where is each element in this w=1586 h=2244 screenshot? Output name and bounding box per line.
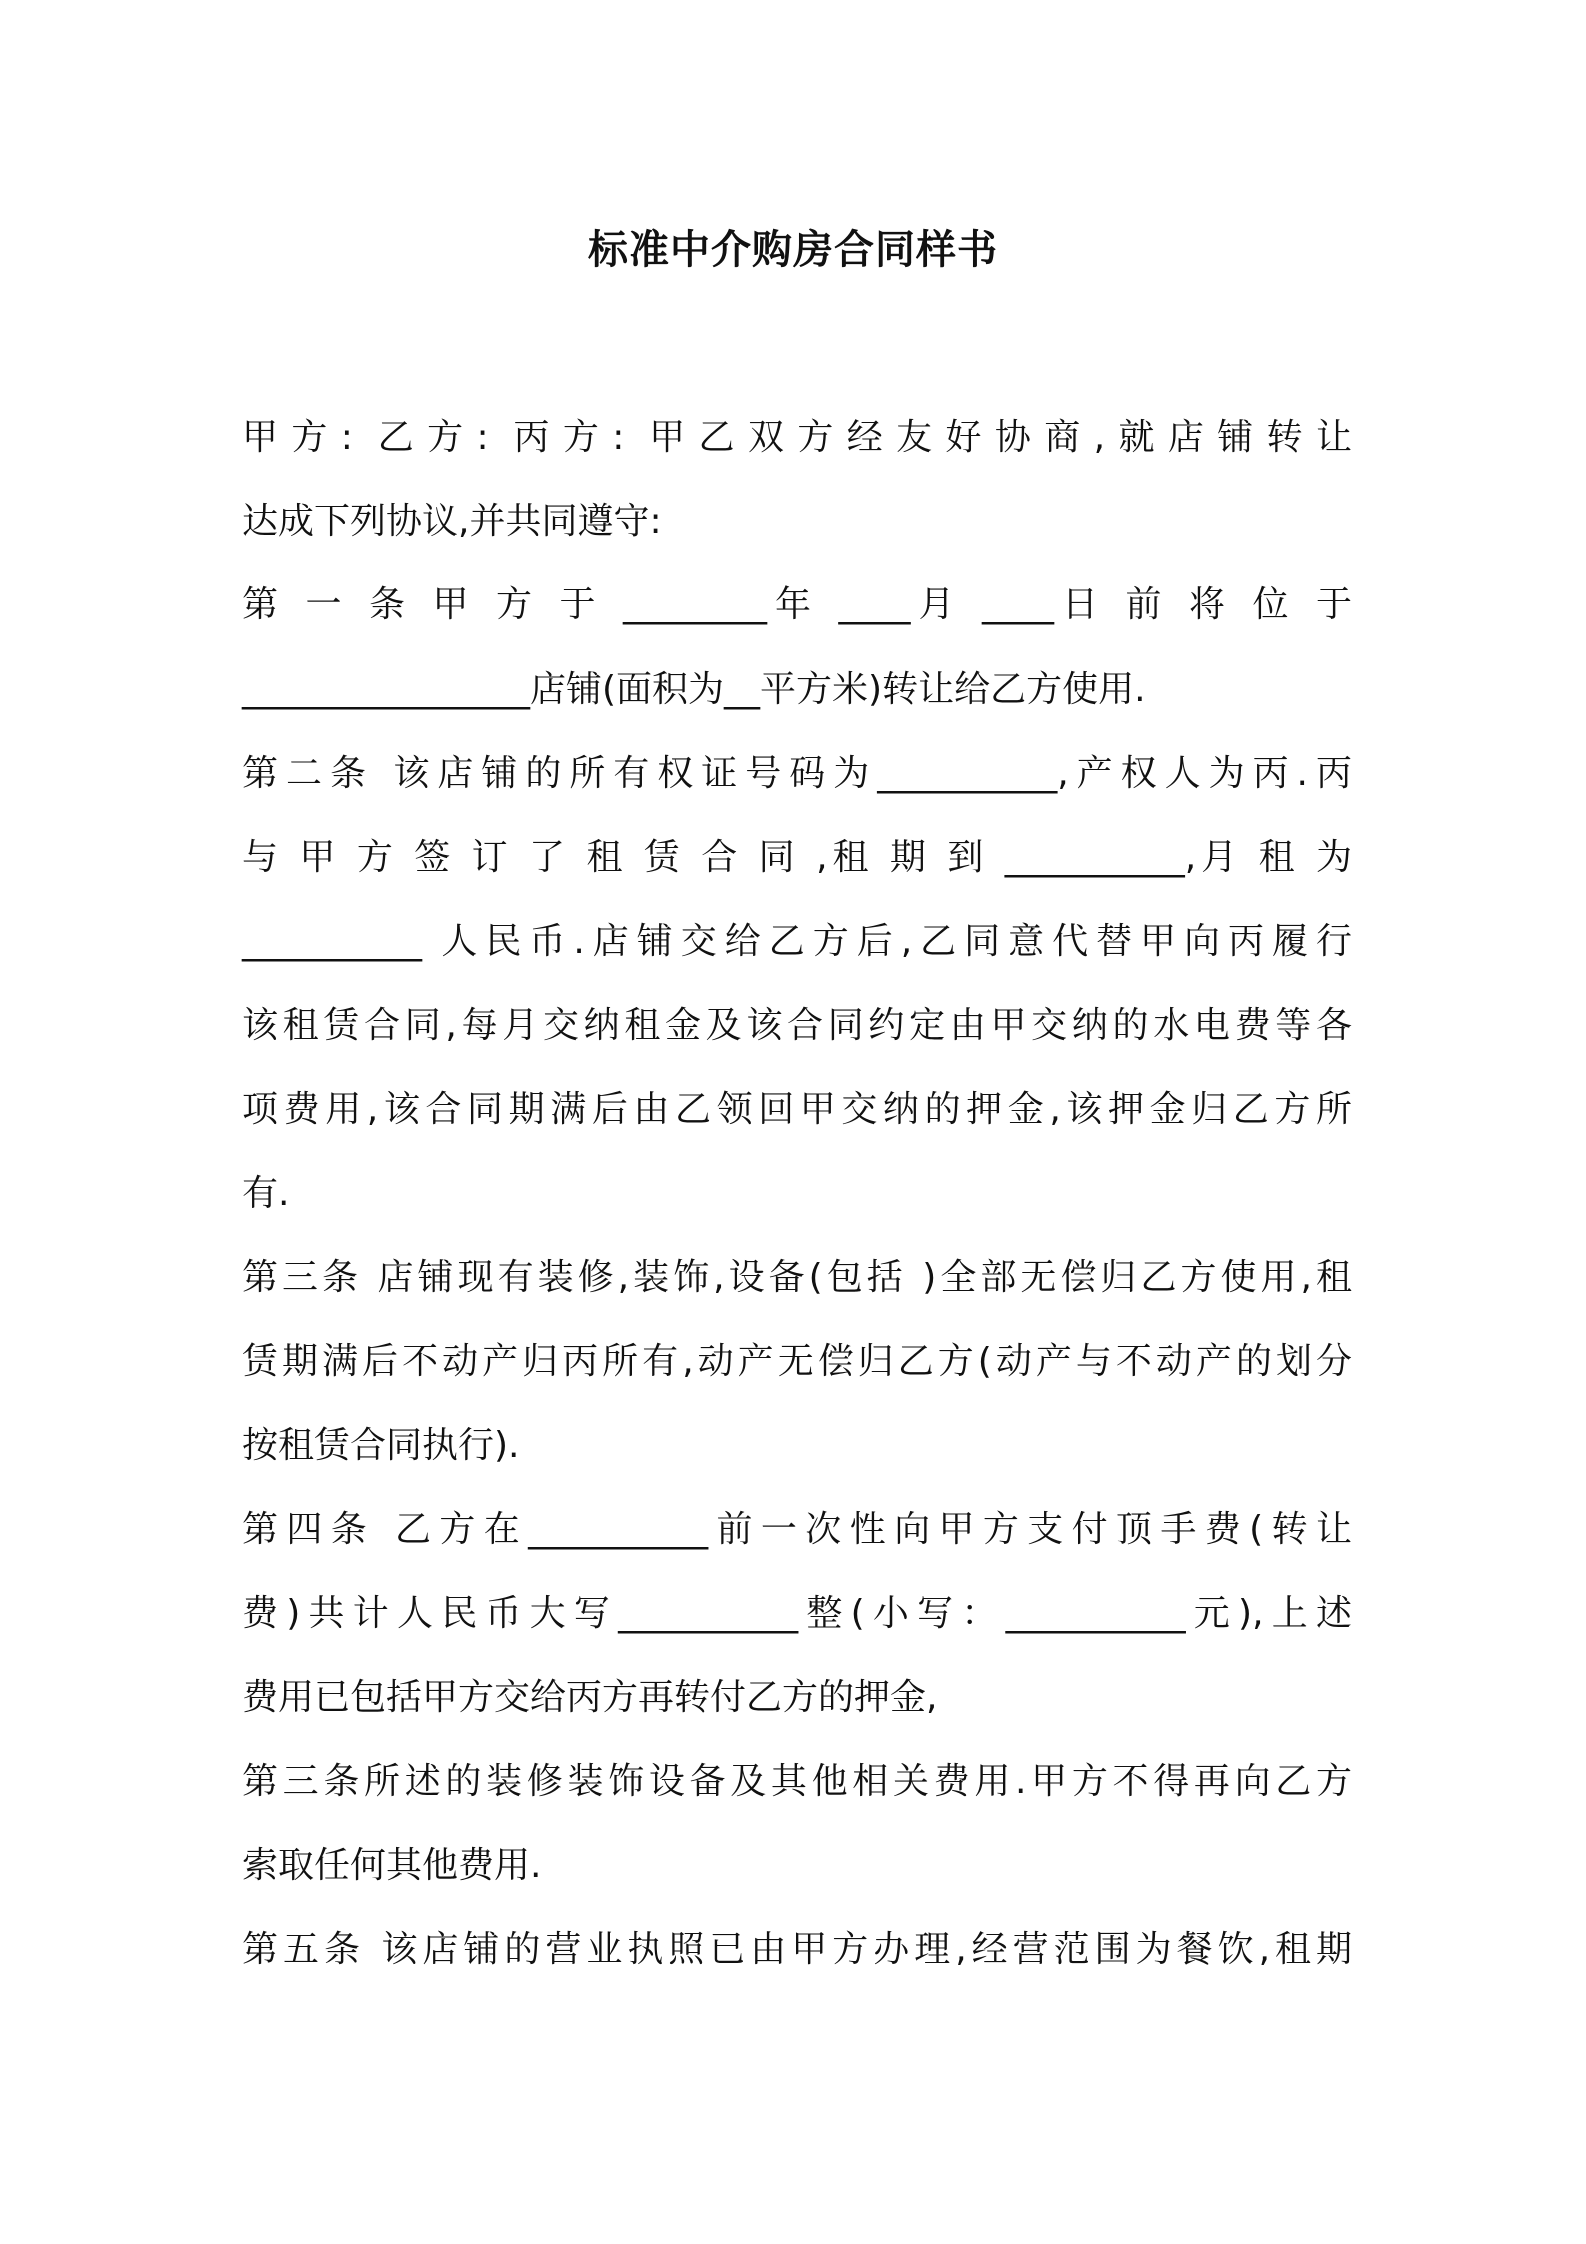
text-line-8: 该租赁合同,每月交纳租金及该合同约定由甲交纳的水电费等各 [242,1005,1352,1046]
text-line-9: 项费用,该合同期满后由乙领回甲交纳的押金,该押金归乙方所 [242,1089,1352,1130]
text-line-13: 按租赁合同执行). [242,1425,520,1466]
text-line-14: 第四条 乙方在__________前一次性向甲方支付顶手费(转让 [242,1509,1352,1550]
text-line-16: 费用已包括甲方交给丙方再转付乙方的押金, [242,1677,938,1718]
text-line-3: 第 一 条 甲 方 于 ________年 ____月 ____日 前 将 位 于 [242,584,1352,625]
text-line-17: 第三条所述的装修装饰设备及其他相关费用.甲方不得再向乙方 [242,1761,1352,1802]
text-line-19: 第五条 该店铺的营业执照已由甲方办理,经营范围为餐饮,租期 [242,1929,1352,1970]
document-title: 标准中介购房合同样书 [588,227,998,273]
text-line-5: 第二条 该店铺的所有权证号码为__________,产权人为丙.丙 [242,753,1352,794]
text-line-11: 第三条 店铺现有装修,装饰,设备(包括 )全部无偿归乙方使用,租 [242,1257,1352,1298]
text-line-10: 有. [242,1173,290,1214]
text-line-18: 索取任何其他费用. [242,1845,542,1886]
text-line-6: 与 甲 方 签 订 了 租 赁 合 同 ,租 期 到 __________,月 租 为 [242,837,1352,878]
text-line-4: ________________店铺(面积为__平方米)转让给乙方使用. [242,669,1146,710]
text-line-1: 甲方: 乙方: 丙方: 甲乙双方经友好协商,就店铺转让 [242,417,1352,458]
text-line-12: 赁期满后不动产归丙所有,动产无偿归乙方(动产与不动产的划分 [242,1341,1352,1382]
text-line-2: 达成下列协议,并共同遵守: [242,501,662,542]
text-line-15: 费)共计人民币大写__________整(小写：__________元),上述 [242,1593,1352,1634]
text-line-7: __________ 人民币.店铺交给乙方后,乙同意代替甲向丙履行 [242,921,1352,962]
